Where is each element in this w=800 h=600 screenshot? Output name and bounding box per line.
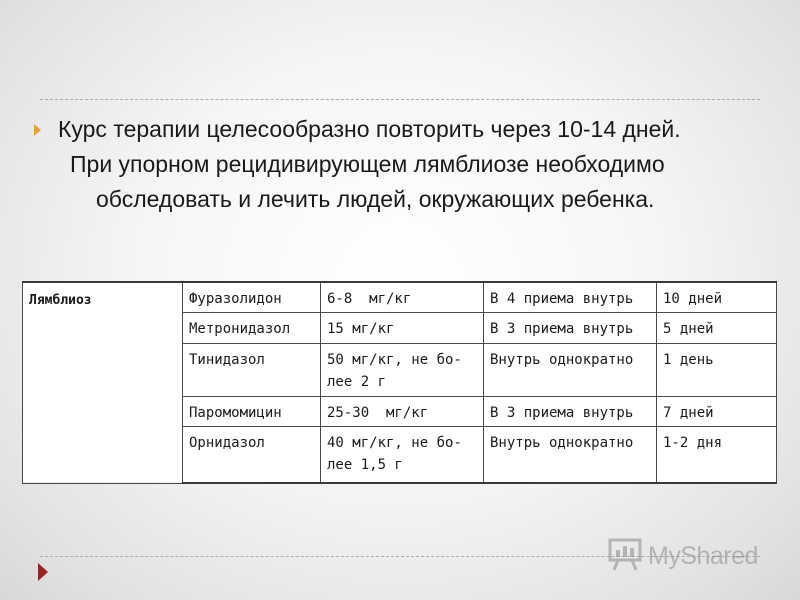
bullet-line-1: Курс терапии целесообразно повторить через 10-14 дней. [58,116,681,142]
bullet-line-2: При упорном рецидивирующем лямблиозе необходимо [70,151,665,177]
dose-cell: 40 мг/кг, не бо- лее 1,5 г [321,426,484,483]
dose-cell: 50 мг/кг, не бо- лее 2 г [321,343,484,396]
duration-cell: 1-2 дня [657,426,777,483]
drug-cell: Фуразолидон [183,282,321,312]
mode-cell: В 4 приема внутрь [484,282,657,312]
dose-cell: 6-8 мг/кг [321,282,484,312]
drug-cell: Метронидазол [183,312,321,343]
bullet-arrow-icon [34,124,41,136]
dose-cell: 15 мг/кг [321,312,484,343]
bullet-line-3: обследовать и лечить людей, окружающих ребенка. [96,186,655,212]
duration-cell: 5 дней [657,312,777,343]
drug-cell: Орнидазол [183,426,321,483]
mode-cell: Внутрь однократно [484,426,657,483]
next-slide-arrow-icon[interactable] [38,563,48,581]
duration-cell: 10 дней [657,282,777,312]
dose-cell: 25-30 мг/кг [321,396,484,426]
watermark-text: MyShared [648,541,758,570]
mode-cell: Внутрь однократно [484,343,657,396]
drug-cell: Паромомицин [183,396,321,426]
table-row [23,282,777,312]
mode-cell: В 3 приема внутрь [484,396,657,426]
top-divider [40,99,760,100]
disease-cell: Лямблиоз [23,282,183,483]
duration-cell: 7 дней [657,396,777,426]
mode-cell: В 3 приема внутрь [484,312,657,343]
presentation-board-icon [608,536,642,577]
drug-cell: Тинидазол [183,343,321,396]
watermark [608,536,758,576]
treatment-table [22,281,776,482]
bullet-text [58,112,778,217]
duration-cell: 1 день [657,343,777,396]
